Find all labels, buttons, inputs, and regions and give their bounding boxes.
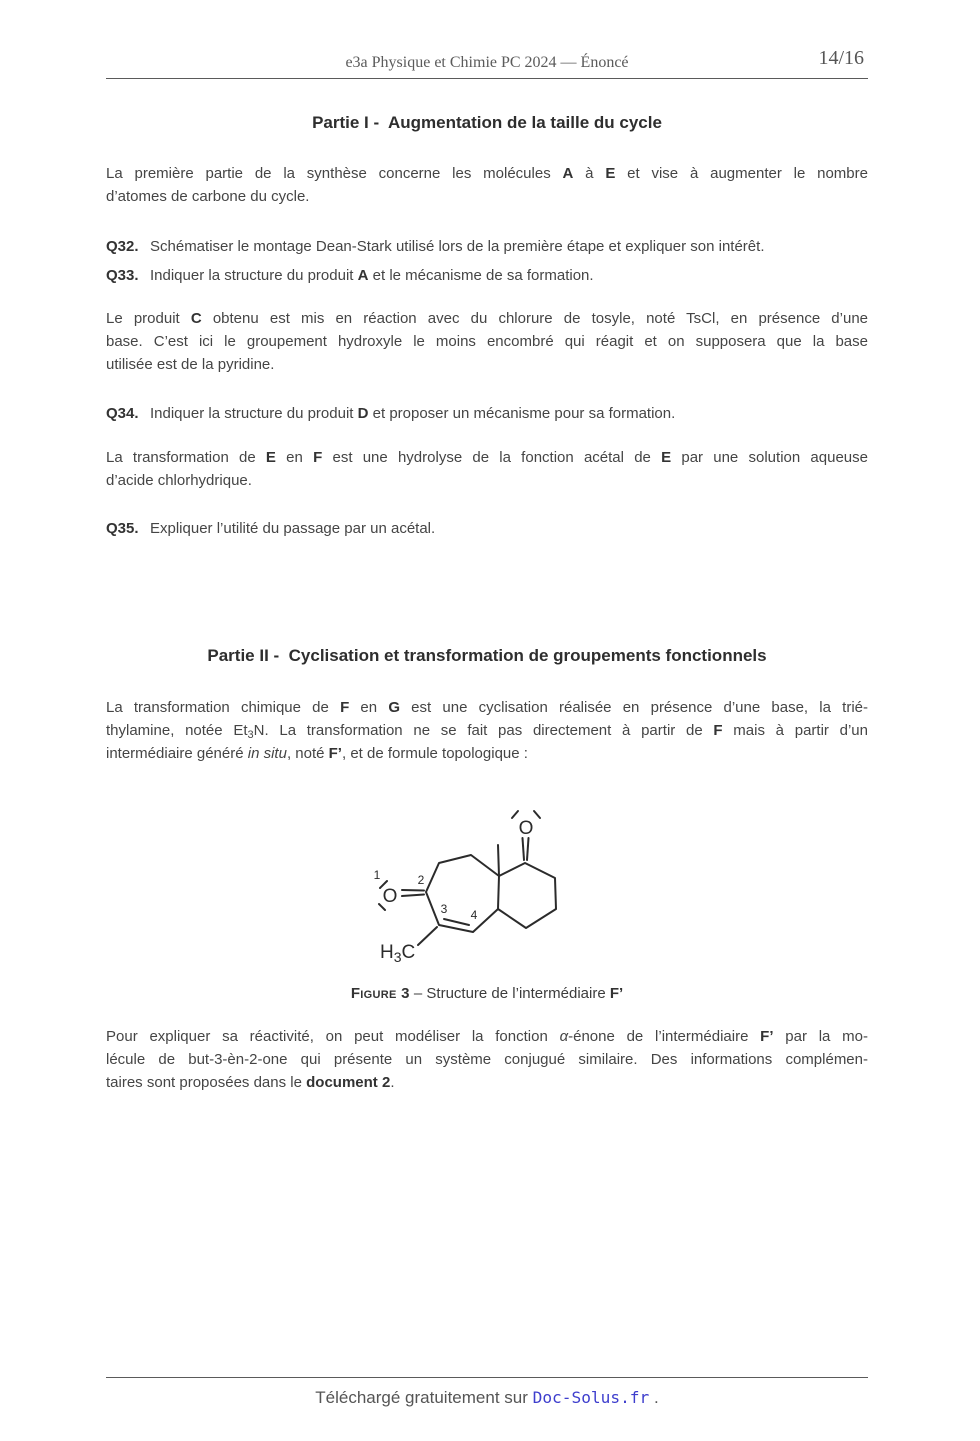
paragraph-part2-intro <box>106 696 868 765</box>
text-line: La transformation de E en F est une hydrolyse de la fonction acétal de E par une solution aqueuse <box>106 449 868 466</box>
footer-text[interactable]: Téléchargé gratuitement sur Doc-Solus.fr . <box>315 1388 659 1407</box>
question-q35 <box>106 517 868 540</box>
part1-heading: Partie I - Augmentation de la taille du cycle <box>312 113 662 132</box>
content-column <box>106 0 868 1094</box>
methyl-h: H <box>380 942 394 963</box>
methyl-bond <box>418 927 437 945</box>
question-label: Q32. <box>106 238 139 255</box>
paragraph-intro <box>106 162 868 208</box>
part2-heading: Partie II - Cyclisation et transformation de groupements fonctionnels <box>207 646 767 665</box>
six-membered-ring <box>498 863 556 928</box>
page-header <box>106 0 868 79</box>
paragraph-reactivite <box>106 1025 868 1094</box>
lone-pair-dash <box>534 811 540 818</box>
text-line: d’acide chlorhydrique. <box>106 472 252 489</box>
text-line: Le produit C obtenu est mis en réaction avec du chlorure de tosyle, noté TsCl, en présence d’une <box>106 310 868 327</box>
ketone-o-double-bond-line2 <box>527 838 529 860</box>
figure-caption: Figure 3 – Structure de l’intermédiaire F’ <box>350 985 624 1002</box>
ketone-o-double-bond-line1 <box>523 838 525 860</box>
header-title: e3a Physique et Chimie PC 2024 — Énoncé <box>345 54 629 71</box>
seven-membered-ring <box>426 855 499 932</box>
question-q34 <box>106 402 868 425</box>
text-line: intermédiaire généré in situ, noté F’, et de formule topologique : <box>106 745 528 762</box>
c3-c4-double-bond-inner <box>444 919 469 925</box>
position-label-3: 3 <box>440 902 448 916</box>
text-line: taires sont proposées dans le document 2. <box>106 1074 395 1091</box>
position-label-4: 4 <box>470 908 478 922</box>
methyl-subscript: 3 <box>393 949 402 965</box>
c2-o-double-bond-line2 <box>402 895 424 897</box>
text-line: lécule de but-3-èn-2-one qui présente un système conjugué similaire. Des informations complémen- <box>106 1051 868 1068</box>
oxygen-label-top: O <box>518 818 534 839</box>
page-footer <box>106 1377 868 1408</box>
lone-pair-dash <box>512 811 518 818</box>
oxygen-label-left: O <box>382 886 398 907</box>
atom-labels <box>374 818 534 965</box>
methyl-c: C <box>401 942 416 963</box>
text-line: d’atomes de carbone du cycle. <box>106 188 310 205</box>
paragraph-tosyle <box>106 307 868 376</box>
text-line: La transformation chimique de F en G est une cyclisation réalisée en présence d’une base, la trié- <box>106 699 868 716</box>
figure-3 <box>106 792 868 972</box>
question-text: Expliquer l’utilité du passage par un acétal. <box>150 520 436 537</box>
text-line: La première partie de la synthèse concerne les molécules A à E et vise à augmenter le nombre <box>106 165 868 182</box>
text-line: thylamine, notée $Et_3N$. La transformation ne se fait pas directement à partir de F mais à partir d’un <box>106 722 868 741</box>
question-label: Q35. <box>106 520 139 537</box>
c2-o-double-bond-line1 <box>402 890 424 891</box>
molecule-structure <box>322 792 652 967</box>
question-text: Indiquer la structure du produit D et proposer un mécanisme pour sa formation. <box>150 405 676 422</box>
question-q32 <box>106 235 868 258</box>
question-label: Q34. <box>106 405 139 422</box>
page-number: 14/16 <box>818 47 864 69</box>
question-text: Schématiser le montage Dean-Stark utilisé lors de la première étape et expliquer son intérêt. <box>150 238 765 255</box>
position-label-2: 2 <box>417 873 425 887</box>
question-q33 <box>106 264 868 287</box>
question-text: Indiquer la structure du produit A et le mécanisme de sa formation. <box>150 267 594 284</box>
position-label-1: 1 <box>373 868 381 882</box>
text-line: base. C’est ici le groupement hydroxyle le moins encombré qui réagit et on supposera que la base <box>106 333 868 350</box>
angular-methyl-bond <box>498 845 499 876</box>
question-label: Q33. <box>106 267 139 284</box>
methyl-label <box>380 942 415 965</box>
text-line: utilisée est de la pyridine. <box>106 356 275 373</box>
paragraph-hydrolyse <box>106 446 868 492</box>
text-line: Pour expliquer sa réactivité, on peut modéliser la fonction α-énone de l’intermédiaire F’ par la mo- <box>106 1028 868 1045</box>
